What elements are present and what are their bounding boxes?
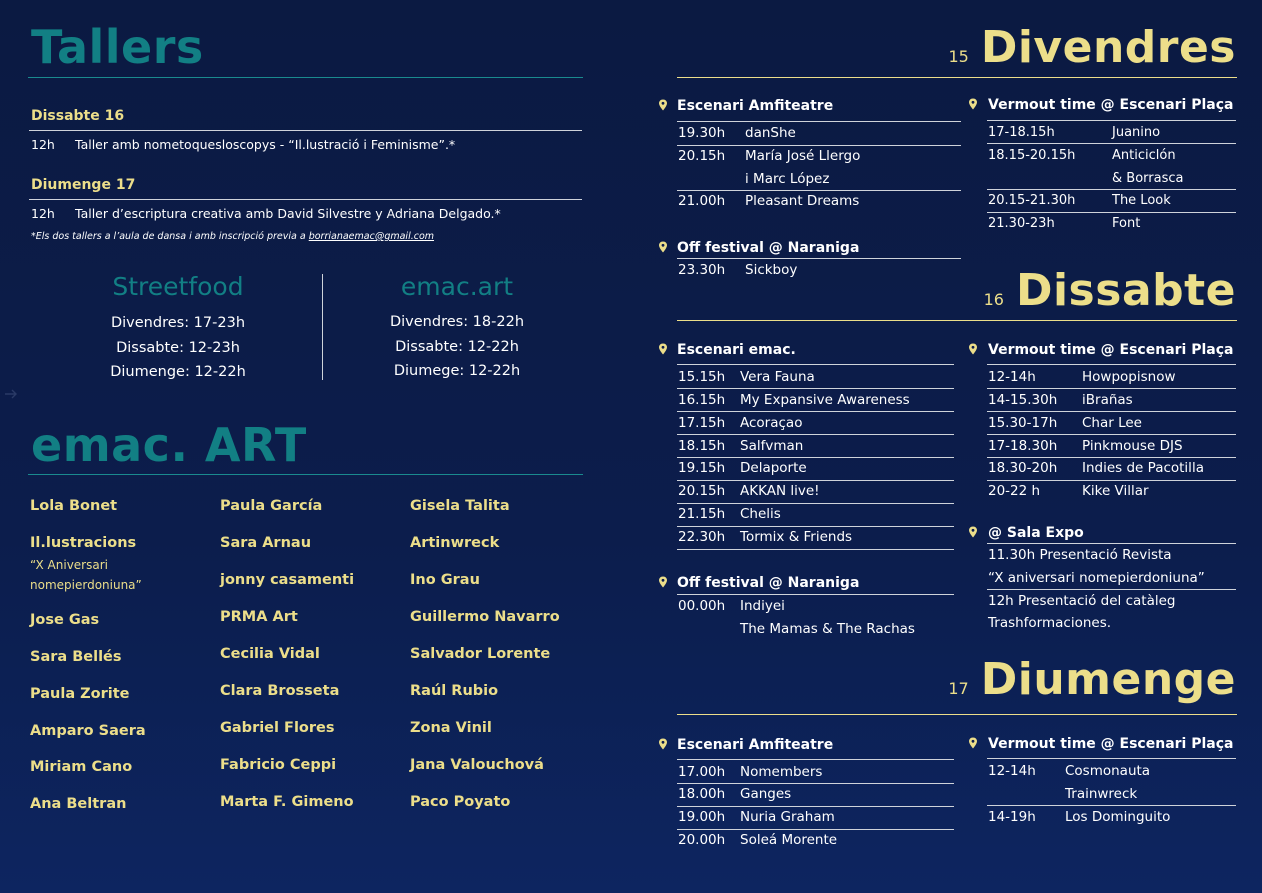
workshop-email-link[interactable]: borrianaemac@gmail.com xyxy=(308,231,435,242)
artist-name: Sara Bellés xyxy=(30,649,122,665)
day-name: Diumenge xyxy=(980,654,1236,705)
artist-name: Gisela Talita xyxy=(410,498,510,514)
time: 14-15.30h xyxy=(988,392,1058,408)
schedule-row xyxy=(988,167,1236,190)
map-pin-icon xyxy=(968,343,978,355)
day-divider xyxy=(677,320,1237,321)
time: 17-18.15h xyxy=(988,125,1055,140)
emacart-hours-row: Dissabte: 12-22h xyxy=(395,338,519,355)
schedule-row xyxy=(678,190,962,213)
artist-name: Clara Brosseta xyxy=(220,683,340,699)
expo-line: Trashformaciones. xyxy=(988,615,1112,631)
map-pin-icon xyxy=(658,241,668,253)
divider xyxy=(29,130,582,131)
time: 12-14h xyxy=(988,369,1036,385)
artist: & Borrasca xyxy=(1112,171,1184,186)
time: 20.00h xyxy=(678,832,726,848)
divider xyxy=(677,549,954,550)
emacart-hours-row: Divendres: 18-22h xyxy=(389,314,525,330)
schedule-row xyxy=(678,526,954,549)
schedule-row xyxy=(678,618,954,641)
time: 16.15h xyxy=(678,392,726,408)
column-divider xyxy=(322,274,323,380)
divider xyxy=(987,364,1236,365)
artist: Indiyei xyxy=(740,598,785,614)
time: 17.15h xyxy=(678,415,726,431)
artist-name: Fabricio Ceppi xyxy=(220,757,337,773)
artist-name: Sara Arnau xyxy=(220,535,312,551)
schedule-row xyxy=(678,595,954,618)
schedule-row xyxy=(678,168,962,191)
schedule-row xyxy=(988,435,1236,458)
artist-name: Il.lustracions xyxy=(30,535,137,551)
artist-name: Artinwreck xyxy=(410,535,500,551)
workshop-day-sunday: Diumenge 17 xyxy=(31,177,136,193)
artist: The Mamas & The Rachas xyxy=(740,621,915,637)
schedule-row xyxy=(988,121,1236,144)
schedule-row xyxy=(988,760,1236,783)
artist: Sickboy xyxy=(745,262,798,278)
schedule-row xyxy=(678,761,954,784)
artist: Pinkmouse DJS xyxy=(1082,438,1183,454)
schedule-row xyxy=(988,189,1236,212)
artist-name: Paula García xyxy=(220,498,323,514)
streetfood-row: Divendres: 17-23h xyxy=(110,315,246,331)
schedule-row xyxy=(678,435,954,458)
emac-art-divider xyxy=(28,474,583,475)
artist-subtitle: “X Aniversari xyxy=(30,558,108,572)
map-pin-icon xyxy=(968,98,978,110)
time: 20.15-21.30h xyxy=(988,193,1076,208)
time: 20.15h xyxy=(678,483,726,499)
artist: Kike Villar xyxy=(1082,483,1149,499)
day-number: 16 xyxy=(983,290,1004,309)
workshop-sunday-line xyxy=(31,206,501,221)
day-name: Dissabte xyxy=(1015,265,1236,316)
schedule-row xyxy=(988,457,1236,480)
day-header-friday xyxy=(948,22,1236,73)
artist-name: Lola Bonet xyxy=(30,498,118,514)
artist-subtitle: nomepierdoniuna” xyxy=(30,578,142,592)
workshop-time: 12h xyxy=(31,137,55,152)
artist-name: PRMA Art xyxy=(220,609,298,625)
streetfood-title: Streetfood xyxy=(112,272,244,301)
artist: Indies de Pacotilla xyxy=(1082,460,1204,476)
artist: Nuria Graham xyxy=(740,809,835,825)
stage-title: Off festival @ Naraniga xyxy=(677,575,860,591)
tallers-divider xyxy=(28,77,583,78)
streetfood-row: Dissabte: 12-23h xyxy=(116,339,240,356)
artist: Ganges xyxy=(740,786,792,802)
artist: Pleasant Dreams xyxy=(745,193,860,209)
streetfood-row: Diumenge: 12-22h xyxy=(110,364,246,380)
artist-name: jonny casamenti xyxy=(220,572,355,588)
schedule-row xyxy=(988,480,1236,503)
schedule-row xyxy=(678,122,962,145)
map-pin-icon xyxy=(658,99,668,111)
artist: Anticiclón xyxy=(1112,148,1176,163)
schedule-row xyxy=(678,783,954,806)
artist: Tormix & Friends xyxy=(740,529,853,545)
artist: Acoraçao xyxy=(740,415,803,431)
schedule-row xyxy=(678,389,954,412)
artist: Vera Fauna xyxy=(740,369,815,385)
map-pin-icon xyxy=(968,737,978,749)
time: 15.30-17h xyxy=(988,415,1058,431)
artist-name: Guillermo Navarro xyxy=(410,609,560,625)
workshop-saturday-line xyxy=(31,137,455,152)
time: 18.00h xyxy=(678,786,726,802)
schedule-row xyxy=(988,212,1236,235)
stage-title: @ Sala Expo xyxy=(988,525,1084,541)
time: 21.15h xyxy=(678,506,726,522)
expo-line: “X aniversari nomepierdoniuna” xyxy=(988,570,1205,586)
time: 22.30h xyxy=(678,529,726,545)
schedule-row xyxy=(988,783,1236,806)
arrow-right-icon xyxy=(4,389,18,399)
time: 18.15-20.15h xyxy=(988,148,1076,163)
time: 20.15h xyxy=(678,148,726,164)
schedule-row xyxy=(678,366,954,389)
artist: Soleá Morente xyxy=(740,832,838,848)
time: 18.15h xyxy=(678,438,726,454)
schedule-row xyxy=(678,806,954,829)
artist: iBrañas xyxy=(1082,392,1133,408)
day-divider xyxy=(677,714,1237,715)
divider xyxy=(677,364,954,365)
time: 20-22 h xyxy=(988,483,1041,499)
day-header-sunday xyxy=(948,654,1236,705)
tallers-title: Tallers xyxy=(31,20,204,74)
time: 21.00h xyxy=(678,193,726,209)
time: 21.30-23h xyxy=(988,216,1055,231)
schedule-row xyxy=(988,366,1236,389)
day-name: Divendres xyxy=(980,22,1236,73)
day-number: 17 xyxy=(948,679,969,698)
artist: My Expansive Awareness xyxy=(740,392,910,408)
artist-name: Gabriel Flores xyxy=(220,720,335,736)
artist: i Marc López xyxy=(745,171,830,187)
artist-name: Cecilia Vidal xyxy=(220,646,320,662)
workshop-text: Taller d’escriptura creativa amb David Silvestre y Adriana Delgado.* xyxy=(75,206,501,221)
time: 17.00h xyxy=(678,764,726,780)
workshop-text: Taller amb nometoquesloscopys - “Il.lustració i Feminisme”.* xyxy=(75,137,456,152)
time: 17-18.30h xyxy=(988,438,1058,454)
day-divider xyxy=(677,77,1237,78)
schedule-row xyxy=(988,144,1236,167)
artist: Delaporte xyxy=(740,460,807,476)
artist: The Look xyxy=(1112,193,1171,208)
divider xyxy=(29,199,582,200)
artist-name: Salvador Lorente xyxy=(410,646,551,662)
map-pin-icon xyxy=(968,526,978,538)
schedule-row xyxy=(678,412,954,435)
stage-title: Vermout time @ Escenari Plaça xyxy=(988,97,1234,113)
schedule-row xyxy=(988,806,1236,829)
time: 12-14h xyxy=(988,763,1036,779)
schedule-row xyxy=(678,259,962,282)
schedule-row xyxy=(678,145,962,168)
artist-name: Ino Grau xyxy=(410,572,480,588)
artist-name: Paco Poyato xyxy=(410,794,511,810)
artist: Howpopisnow xyxy=(1082,369,1176,385)
divider xyxy=(677,759,954,760)
day-number: 15 xyxy=(948,47,969,66)
schedule-row xyxy=(678,503,954,526)
workshop-day-saturday: Dissabte 16 xyxy=(31,108,125,124)
map-pin-icon xyxy=(658,343,668,355)
schedule-row xyxy=(988,412,1236,435)
artist: danShe xyxy=(745,125,796,141)
stage-title: Vermout time @ Escenari Plaça xyxy=(988,736,1234,752)
time: 19.15h xyxy=(678,460,726,476)
emacart-hours-title: emac.art xyxy=(400,272,514,301)
workshop-note xyxy=(31,231,434,242)
artist: Salfvman xyxy=(740,438,804,454)
stage-title: Off festival @ Naraniga xyxy=(677,240,860,256)
stage-title: Escenari Amfiteatre xyxy=(677,737,834,753)
time: 15.15h xyxy=(678,369,726,385)
artist-name: Amparo Saera xyxy=(30,723,146,739)
divider xyxy=(987,758,1236,759)
artist-name: Jose Gas xyxy=(30,612,100,628)
workshop-note-text: *Els dos tallers a l’aula de dansa i amb inscripció previa a xyxy=(31,231,309,242)
artist: Char Lee xyxy=(1082,415,1142,431)
artist: Cosmonauta xyxy=(1065,763,1151,779)
stage-title: Vermout time @ Escenari Plaça xyxy=(988,342,1234,358)
emac-art-title: emac. ART xyxy=(31,418,307,472)
emacart-hours-row: Diumege: 12-22h xyxy=(393,363,521,379)
expo-line: 11.30h Presentació Revista xyxy=(988,547,1172,563)
emacart-hours-block xyxy=(357,272,557,384)
artist: Font xyxy=(1112,216,1141,231)
time: 19.30h xyxy=(678,125,726,141)
artist: Nomembers xyxy=(740,764,823,780)
artist-name: Ana Beltran xyxy=(30,796,127,812)
artist-name: Jana Valouchová xyxy=(410,757,544,773)
schedule-row xyxy=(678,829,954,852)
artist: Chelis xyxy=(740,506,781,522)
workshop-time: 12h xyxy=(31,206,55,221)
stage-title: Escenari Amfiteatre xyxy=(677,98,834,114)
map-pin-icon xyxy=(658,576,668,588)
time: 14-19h xyxy=(988,809,1036,825)
time: 00.00h xyxy=(678,598,726,614)
artist-name: Raúl Rubio xyxy=(410,683,499,699)
schedule-row xyxy=(988,389,1236,412)
time: 23.30h xyxy=(678,262,726,278)
artist-name: Paula Zorite xyxy=(30,686,130,702)
stage-title: Escenari emac. xyxy=(677,342,796,358)
artist: Juanino xyxy=(1112,125,1161,140)
time: 19.00h xyxy=(678,809,726,825)
time: 18.30-20h xyxy=(988,460,1058,476)
artist-name: Zona Vinil xyxy=(410,720,492,736)
artist: Trainwreck xyxy=(1065,786,1138,802)
schedule-row xyxy=(678,480,954,503)
artist-name: Miriam Cano xyxy=(30,759,133,775)
schedule-row xyxy=(678,457,954,480)
day-header-saturday xyxy=(984,265,1236,316)
streetfood-block xyxy=(78,272,278,385)
expo-line: 12h Presentació del catàleg xyxy=(988,593,1176,609)
map-pin-icon xyxy=(658,738,668,750)
artist: Los Dominguito xyxy=(1065,809,1171,825)
artist: María José Llergo xyxy=(745,148,861,164)
artist: AKKAN live! xyxy=(740,483,820,499)
artist-name: Marta F. Gimeno xyxy=(220,794,354,810)
